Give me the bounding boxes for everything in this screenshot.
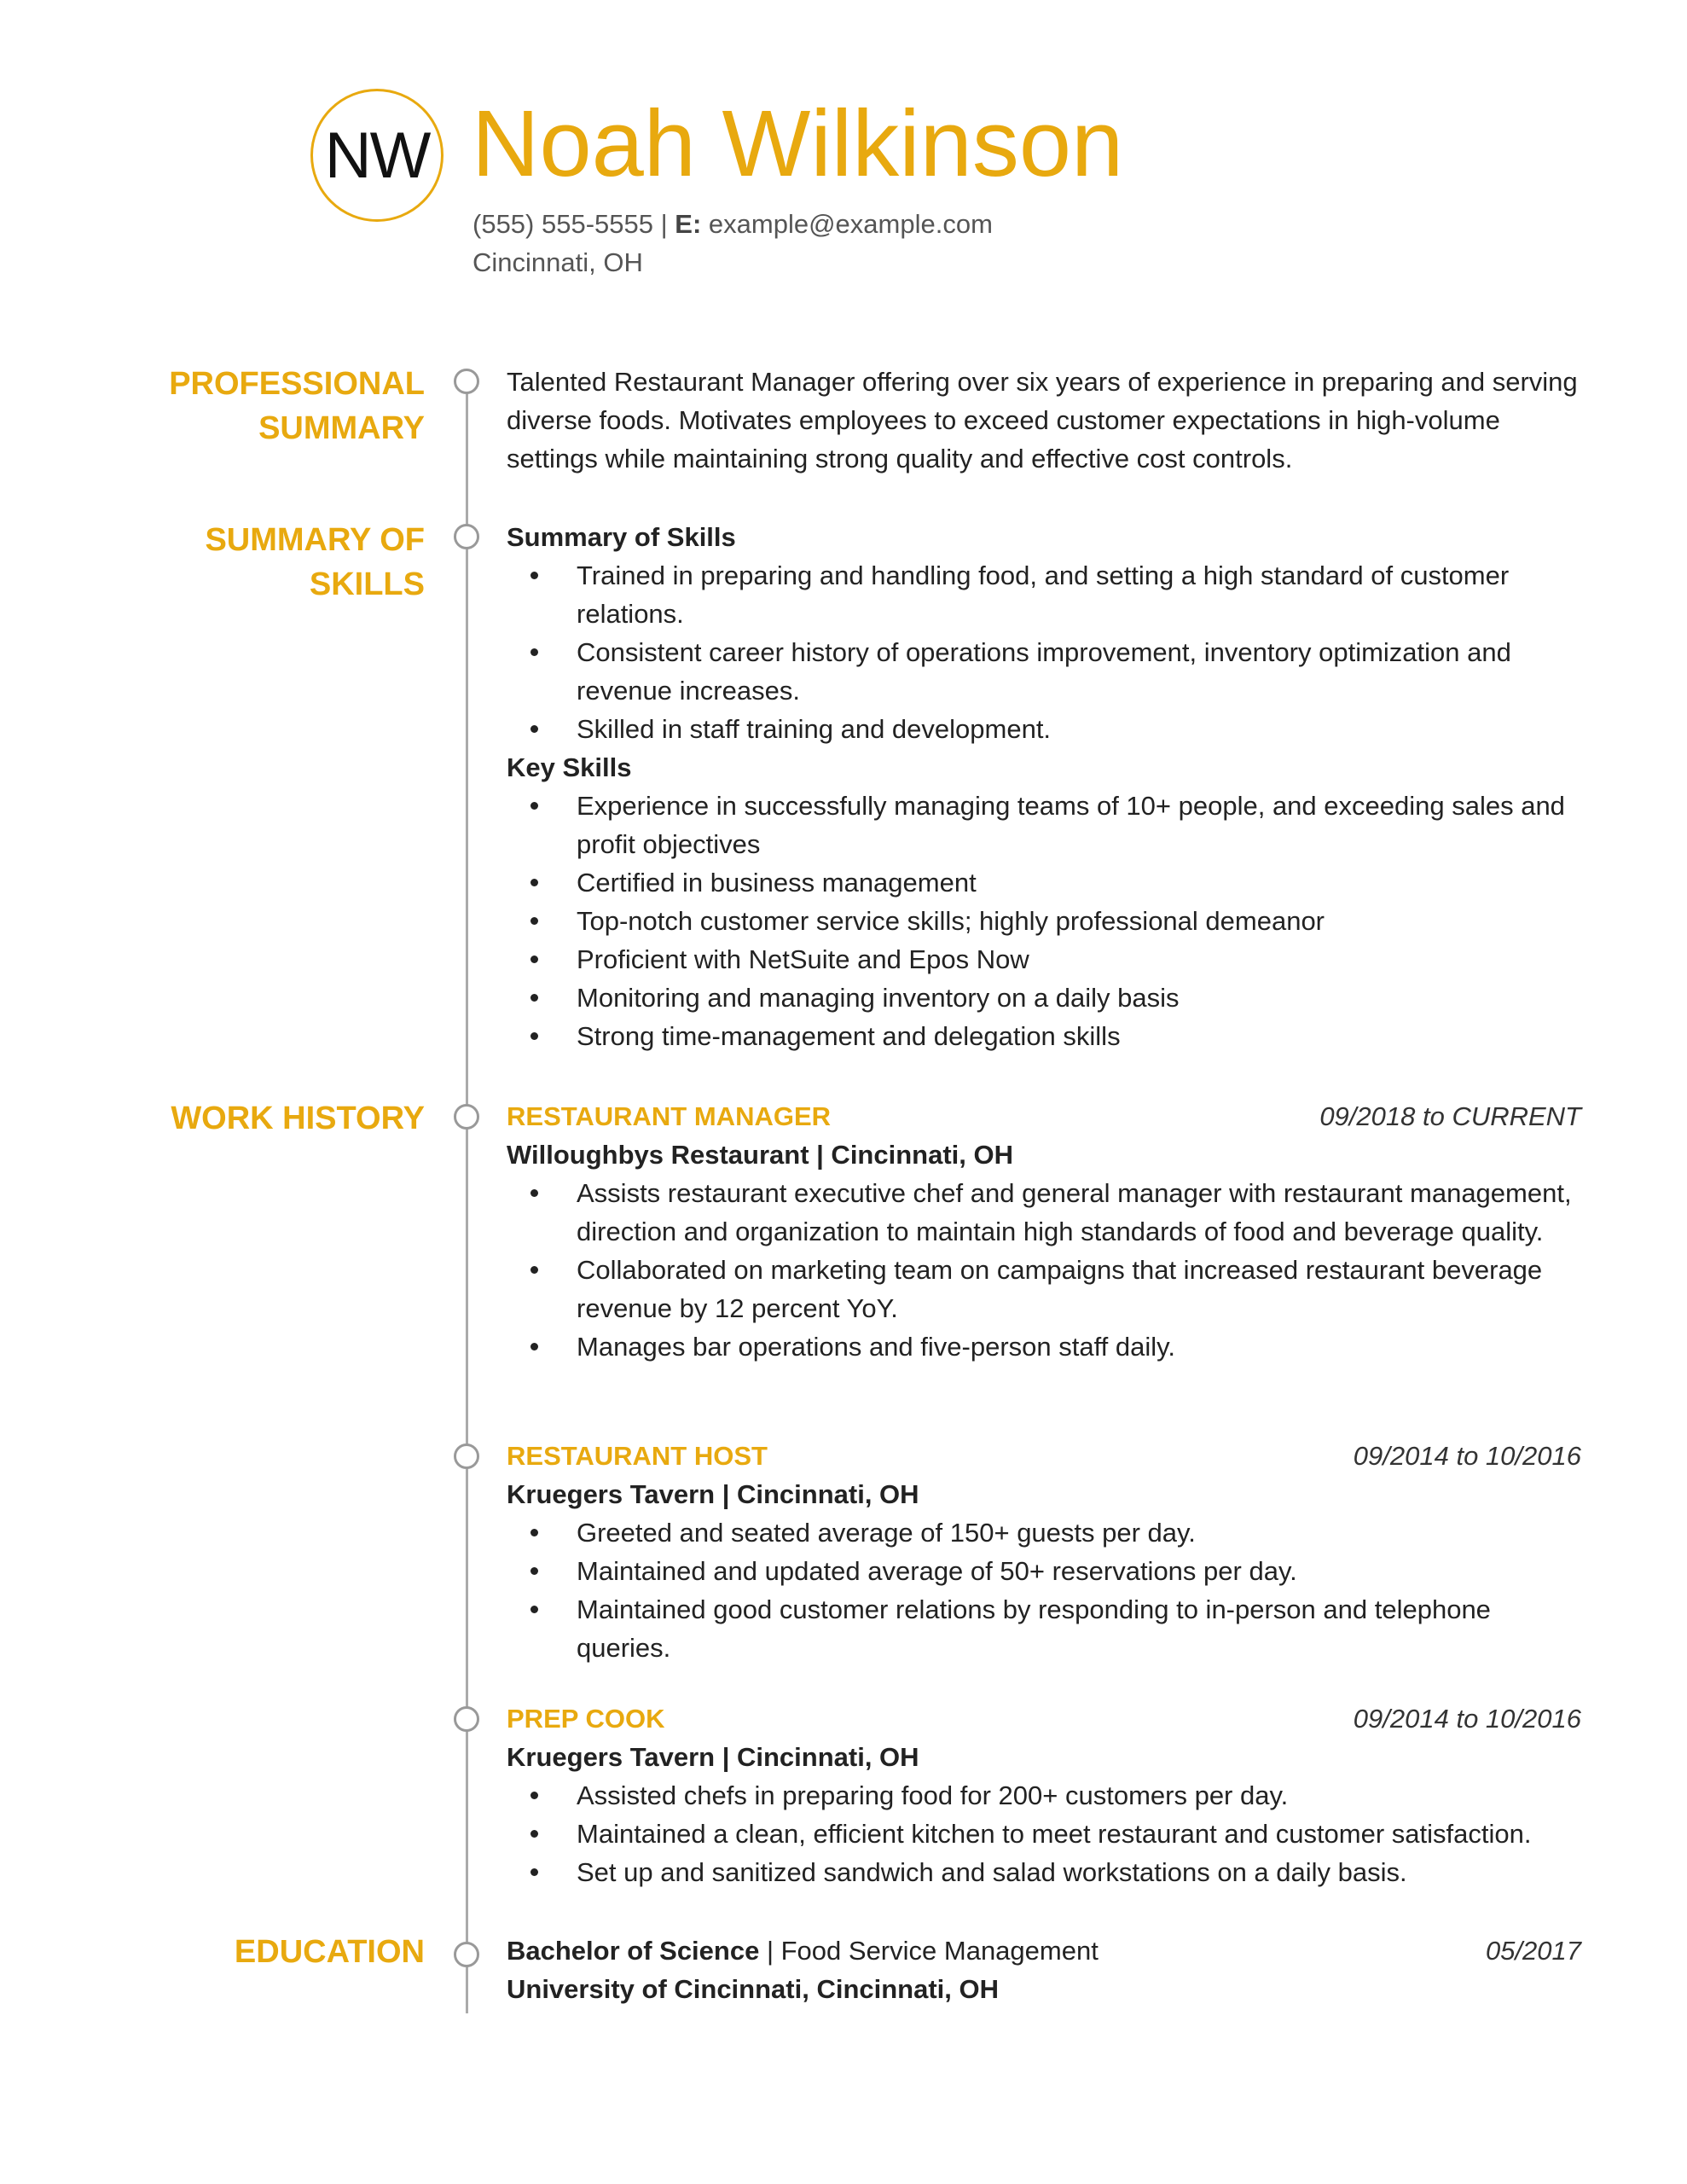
degree-line bbox=[507, 1931, 1099, 1970]
job-bullets bbox=[507, 1776, 1581, 1891]
list-item: Assists restaurant executive chef and general manager with restaurant management, direction and organization to maintain high standards of food and beverage quality. bbox=[507, 1174, 1581, 1251]
phone: (555) 555-5555 bbox=[472, 209, 653, 239]
job-dates: 09/2014 to 10/2016 bbox=[1353, 1441, 1581, 1471]
timeline-dot-education bbox=[454, 1942, 479, 1967]
list-item: Strong time-management and delegation skills bbox=[507, 1017, 1581, 1055]
education-date: 05/2017 bbox=[1485, 1936, 1581, 1966]
job-dates: 09/2014 to 10/2016 bbox=[1353, 1704, 1581, 1734]
list-item: Certified in business management bbox=[507, 863, 1581, 902]
degree: Bachelor of Science bbox=[507, 1936, 760, 1966]
email[interactable]: example@example.com bbox=[701, 209, 993, 239]
school: University of Cincinnati, Cincinnati, OH bbox=[507, 1974, 1000, 2004]
job-employer: Willoughbys Restaurant | Cincinnati, OH bbox=[507, 1140, 1013, 1170]
key-skills-list bbox=[507, 787, 1581, 1055]
job-bullets bbox=[507, 1174, 1581, 1366]
list-item: Skilled in staff training and development. bbox=[507, 710, 1581, 748]
contact-separator: | bbox=[653, 209, 675, 239]
list-item: Consistent career history of operations improvement, inventory optimization and revenue increases. bbox=[507, 633, 1581, 710]
job-entry bbox=[507, 1097, 1581, 1366]
skills-section bbox=[507, 518, 1581, 1055]
contact-line bbox=[472, 205, 993, 243]
list-item: Monitoring and managing inventory on a daily basis bbox=[507, 979, 1581, 1017]
timeline-dot-job-2 bbox=[454, 1443, 479, 1469]
list-item: Trained in preparing and handling food, and setting a high standard of customer relations. bbox=[507, 556, 1581, 633]
job-employer: Kruegers Tavern | Cincinnati, OH bbox=[507, 1742, 919, 1772]
job-title: RESTAURANT HOST bbox=[507, 1441, 768, 1471]
monogram-circle bbox=[310, 89, 443, 222]
job-title: RESTAURANT MANAGER bbox=[507, 1101, 832, 1131]
section-title-work: WORK HISTORY bbox=[171, 1101, 425, 1136]
timeline-dot-job-3 bbox=[454, 1706, 479, 1732]
section-title-summary: PROFESSIONAL SUMMARY bbox=[169, 366, 425, 446]
timeline-line bbox=[466, 380, 468, 2013]
list-item: Maintained a clean, efficient kitchen to meet restaurant and customer satisfaction. bbox=[507, 1815, 1581, 1853]
list-item: Set up and sanitized sandwich and salad workstations on a daily basis. bbox=[507, 1853, 1581, 1891]
timeline-dot-summary bbox=[454, 369, 479, 394]
summary-text: Talented Restaurant Manager offering over six years of experience in preparing and serving diverse foods. Motivates employees to exceed customer expectations in high-volume settings while maintaining strong quality and effective cost controls. bbox=[507, 367, 1578, 473]
field-of-study: | Food Service Management bbox=[759, 1936, 1099, 1966]
list-item: Greeted and seated average of 150+ guests per day. bbox=[507, 1513, 1581, 1552]
education-header bbox=[507, 1931, 1581, 1970]
job-employer: Kruegers Tavern | Cincinnati, OH bbox=[507, 1479, 919, 1509]
location: Cincinnati, OH bbox=[472, 247, 643, 277]
section-title-education: EDUCATION bbox=[234, 1934, 425, 1970]
skills-summary-list bbox=[507, 556, 1581, 748]
monogram-text: NW bbox=[324, 119, 430, 192]
job-header bbox=[507, 1437, 1581, 1475]
job-entry bbox=[507, 1699, 1581, 1891]
list-item: Assisted chefs in preparing food for 200+ customers per day. bbox=[507, 1776, 1581, 1815]
job-header bbox=[507, 1097, 1581, 1136]
timeline-dot-skills bbox=[454, 524, 479, 549]
list-item: Top-notch customer service skills; highly professional demeanor bbox=[507, 902, 1581, 940]
list-item: Manages bar operations and five-person staff daily. bbox=[507, 1327, 1581, 1366]
list-item: Maintained and updated average of 50+ reservations per day. bbox=[507, 1552, 1581, 1590]
contact-info bbox=[472, 205, 993, 282]
email-label: E: bbox=[675, 209, 702, 239]
list-item: Experience in successfully managing teams of 10+ people, and exceeding sales and profit objectives bbox=[507, 787, 1581, 863]
list-item: Maintained good customer relations by responding to in-person and telephone queries. bbox=[507, 1590, 1581, 1667]
list-item: Proficient with NetSuite and Epos Now bbox=[507, 940, 1581, 979]
key-skills-heading: Key Skills bbox=[507, 752, 632, 782]
job-dates: 09/2018 to CURRENT bbox=[1319, 1101, 1581, 1131]
list-item: Collaborated on marketing team on campaigns that increased restaurant beverage revenue by 12 percent YoY. bbox=[507, 1251, 1581, 1327]
candidate-name: Noah Wilkinson bbox=[472, 91, 1124, 196]
job-entry bbox=[507, 1437, 1581, 1667]
skills-summary-heading: Summary of Skills bbox=[507, 522, 736, 552]
section-title-skills: SUMMARY OF SKILLS bbox=[205, 522, 425, 602]
timeline-dot-work bbox=[454, 1104, 479, 1130]
job-title: PREP COOK bbox=[507, 1704, 665, 1734]
education-entry bbox=[507, 1931, 1581, 2008]
job-bullets bbox=[507, 1513, 1581, 1667]
job-header bbox=[507, 1699, 1581, 1738]
